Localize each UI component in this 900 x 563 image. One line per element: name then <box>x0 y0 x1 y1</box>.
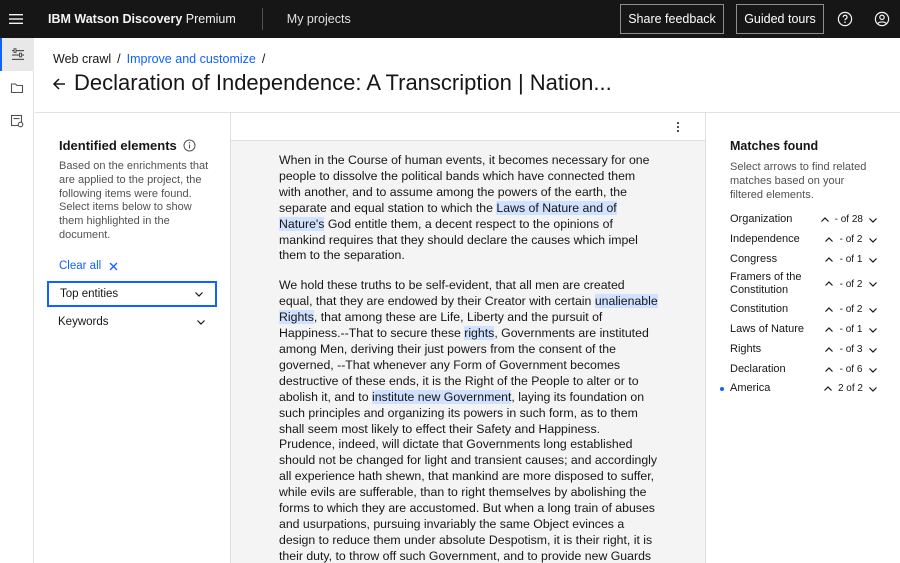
match-row <box>730 271 878 297</box>
match-controls <box>820 214 878 225</box>
rail-improve-tools[interactable] <box>0 38 34 71</box>
document-text <box>279 153 659 563</box>
page-title: Declaration of Independence: A Transcription | Nation... <box>74 70 612 95</box>
rail-manage-collections[interactable] <box>0 71 34 104</box>
match-name: Framers of the Constitution <box>730 271 802 296</box>
document-toolbar <box>231 113 705 141</box>
text-run: , that among these are Life, Liberty and the pursuit of Happiness.--That to secure these <box>279 310 603 341</box>
match-name: America <box>730 382 771 394</box>
match-row <box>730 363 878 376</box>
match-controls <box>824 234 878 245</box>
match-controls <box>824 324 878 335</box>
matches-found-panel <box>706 112 900 563</box>
highlighted-entity[interactable]: Laws of Nature and of Nature's <box>279 200 617 231</box>
my-projects-link[interactable]: My projects <box>286 12 351 26</box>
match-name: Laws of Nature <box>730 323 804 335</box>
clear-all-label: Clear all <box>59 260 102 272</box>
match-count: - of 2 <box>839 304 863 315</box>
match-count: - of 3 <box>839 344 863 355</box>
match-count: - of 28 <box>834 214 863 225</box>
match-controls <box>824 364 878 375</box>
chevron-down-icon[interactable] <box>868 384 878 394</box>
highlighted-entity[interactable]: rights <box>464 326 495 341</box>
match-count: - of 2 <box>839 278 863 290</box>
match-controls <box>824 344 878 355</box>
document-paragraph <box>279 278 659 563</box>
match-name: Congress <box>730 253 778 265</box>
chevron-up-icon[interactable] <box>824 279 834 289</box>
close-icon <box>109 262 118 271</box>
breadcrumb-separator: / <box>117 52 121 66</box>
match-controls <box>824 304 878 315</box>
document-body <box>231 141 705 563</box>
match-name: Organization <box>730 213 793 225</box>
text-run: When in the Course of human events, it becomes necessary for one people to dissolve the political bands which have connected them with another, and to assume among the powers of the earth, the separate and equal station to which the <box>279 153 650 215</box>
match-row <box>730 213 878 226</box>
product-name[interactable] <box>48 12 236 26</box>
chevron-down-icon[interactable] <box>868 325 878 335</box>
document-preview-panel <box>230 112 706 563</box>
text-run: God entitle them, a decent respect to the opinions of mankind requires that they should declare the causes which impel them to the separation. <box>279 216 638 263</box>
accordion-label: Top entities <box>60 288 119 300</box>
chevron-up-icon[interactable] <box>824 235 834 245</box>
chevron-down-icon[interactable] <box>868 215 878 225</box>
info-icon[interactable] <box>183 139 196 152</box>
guided-tours-button[interactable]: Guided tours <box>736 4 824 34</box>
match-row <box>730 233 878 246</box>
match-row <box>730 303 878 316</box>
match-count: - of 6 <box>839 364 863 375</box>
match-controls <box>823 383 878 394</box>
side-rail <box>0 38 34 563</box>
chevron-up-icon[interactable] <box>820 215 830 225</box>
chevron-down-icon <box>194 289 204 299</box>
breadcrumb-web-crawl[interactable]: Web crawl <box>53 52 112 66</box>
match-controls <box>824 254 878 265</box>
accordion-top-entities[interactable] <box>47 281 217 307</box>
identified-elements-description: Based on the enrichments that are applied to the project, the following items were found. Select items below to show them highlighted in the document. <box>59 160 209 241</box>
chevron-down-icon[interactable] <box>868 235 878 245</box>
sliders-icon <box>11 48 25 62</box>
match-count: - of 1 <box>839 324 863 335</box>
match-name: Declaration <box>730 363 786 375</box>
match-name: Independence <box>730 233 800 245</box>
chevron-up-icon[interactable] <box>824 345 834 355</box>
chevron-down-icon[interactable] <box>868 365 878 375</box>
chevron-up-icon[interactable] <box>824 365 834 375</box>
chevron-down-icon[interactable] <box>868 255 878 265</box>
data-settings-icon <box>10 114 24 128</box>
match-count: - of 2 <box>839 234 863 245</box>
nav-divider <box>262 8 263 30</box>
overflow-menu-icon[interactable] <box>671 119 685 135</box>
match-row <box>730 253 878 266</box>
accordion-keywords[interactable] <box>47 309 217 335</box>
document-paragraph <box>279 153 659 264</box>
folder-icon <box>10 81 24 95</box>
back-arrow-icon[interactable] <box>51 74 69 94</box>
menu-icon[interactable] <box>0 0 32 38</box>
match-count: - of 1 <box>839 254 863 265</box>
clear-all-button[interactable] <box>59 260 118 272</box>
chevron-up-icon[interactable] <box>824 325 834 335</box>
chevron-down-icon <box>196 317 206 327</box>
brand-name: IBM Watson Discovery <box>48 12 183 26</box>
chevron-up-icon[interactable] <box>824 305 834 315</box>
match-name: Rights <box>730 343 762 355</box>
chevron-down-icon[interactable] <box>868 345 878 355</box>
match-controls <box>824 279 878 290</box>
breadcrumb-separator: / <box>261 52 266 66</box>
text-run: We hold these truths to be self-evident, that all men are created equal, that they are endowed by their Creator with certain <box>279 278 625 309</box>
identified-elements-heading <box>59 138 196 153</box>
match-row <box>730 382 878 395</box>
breadcrumb-improve-and-customize[interactable]: Improve and customize <box>126 52 256 66</box>
match-row <box>730 343 878 356</box>
identified-elements-panel <box>35 112 230 563</box>
text-run: , laying its foundation on such principles and organizing its powers in such form, as to them shall seem most likely to effect their Safety and Happiness. Prudence, indeed, will dictate that Governments long established should not be changed for light and transient causes; and accordingly all experience hath shewn, that mankind are more disposed to suffer, while evils are sufferable, than to right themselves by abolishing the forms to which they are accustomed. But when a long train of abuses and usurpations, pursuing invariably the same Object evinces a design to reduce them under absolute Despotism, it is their right, it is their duty, to throw off such Government, and to provide new Guards <box>279 389 658 563</box>
match-row <box>730 323 878 336</box>
match-count: 2 of 2 <box>837 383 863 394</box>
help-icon[interactable] <box>827 0 863 38</box>
active-match-indicator <box>720 387 724 391</box>
share-feedback-button[interactable]: Share feedback <box>620 4 724 34</box>
chevron-down-icon[interactable] <box>868 279 878 289</box>
user-avatar-icon[interactable] <box>864 0 900 38</box>
breadcrumb <box>53 52 271 66</box>
identified-elements-title: Identified elements <box>59 138 177 153</box>
match-name: Constitution <box>730 303 789 315</box>
chevron-up-icon[interactable] <box>823 384 833 394</box>
matches-found-title: Matches found <box>730 139 819 153</box>
highlighted-entity[interactable]: institute new Government <box>371 389 512 404</box>
brand-plan: Premium <box>185 12 236 26</box>
rail-settings[interactable] <box>0 104 34 137</box>
text-run: , Governments are instituted among Men, deriving their just powers from the consent of the governed, --That whenever any Form of Government becomes destructive of these ends, it is the Right of the People to alter or to abolish it, and to <box>279 326 649 404</box>
highlighted-entity[interactable]: unalienable Rights <box>279 294 658 325</box>
chevron-down-icon[interactable] <box>868 305 878 315</box>
chevron-up-icon[interactable] <box>824 255 834 265</box>
accordion-label: Keywords <box>58 316 109 328</box>
matches-found-description: Select arrows to find related matches based on your filtered elements. <box>730 161 867 201</box>
